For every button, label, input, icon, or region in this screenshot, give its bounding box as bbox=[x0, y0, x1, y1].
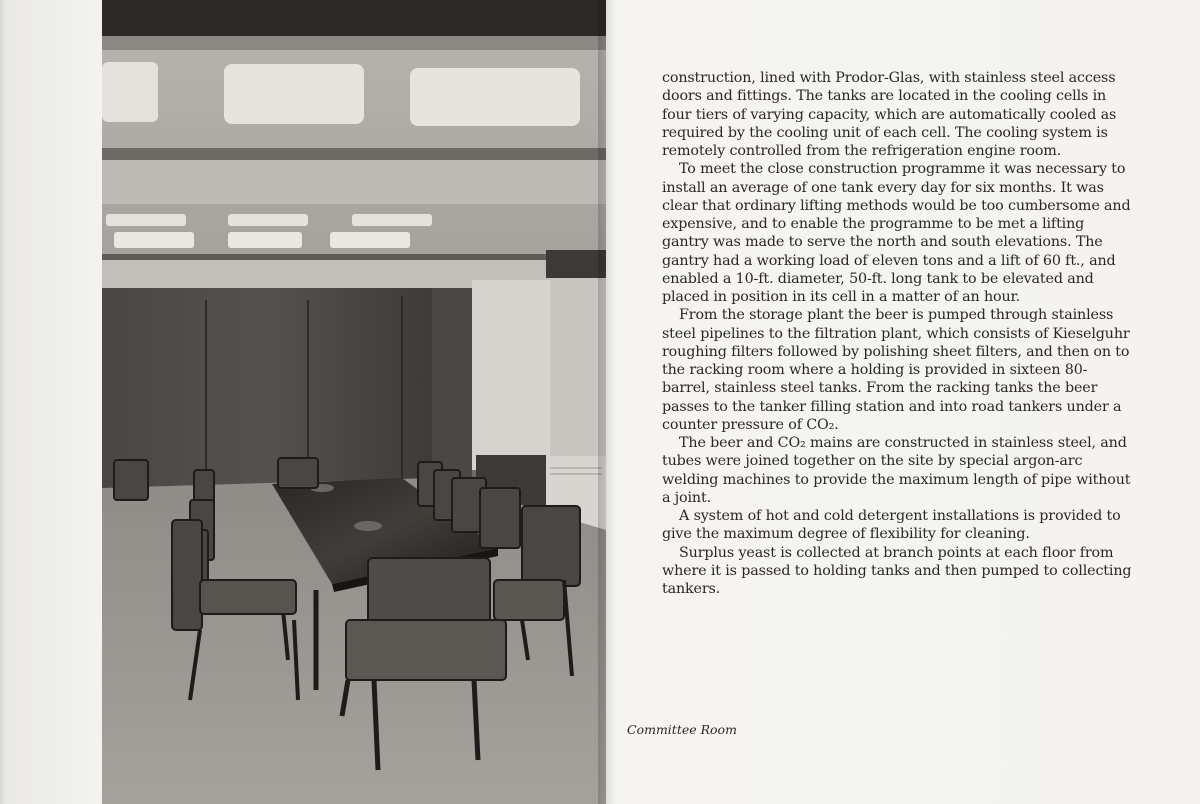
paragraph-filtration: From the storage plant the beer is pumped through stainless steel pipelines to the filtration plant, which consists of Kieselguhr roughing filters followed by polishing sheet filters, and then on to the racking room where a holding is provided in sixteen 80-barrel, stainless steel tanks. From the racking tanks the beer passes to the tanker filling station and into road tankers under a counter pressure of CO₂. bbox=[662, 307, 1130, 433]
paragraph-tanks: construction, lined with Prodor-Glas, with stainless steel access doors and fittings. The tanks are located in the cooling cells in four tiers of varying capacity, which are automatically cooled as required by the cooling unit of each cell. The cooling system is remotely controlled from the refrigeration engine room. bbox=[662, 70, 1117, 159]
paragraph-detergent: A system of hot and cold detergent installations is provided to give the maximum degree of flexibility for cleaning. bbox=[662, 508, 1121, 543]
gutter-shadow bbox=[598, 0, 616, 804]
page-edge-shadow bbox=[0, 0, 6, 804]
committee-room-photo bbox=[102, 0, 606, 804]
paragraph-yeast: Surplus yeast is collected at branch points at each floor from where it is passed to holding tanks and then pumped to collecting tankers. bbox=[662, 544, 1132, 597]
article-body bbox=[662, 69, 1132, 598]
paragraph-mains: The beer and CO₂ mains are constructed in stainless steel, and tubes were joined together on the site by special argon-arc welding machines to provide the maximum length of pipe without a joint. bbox=[662, 435, 1131, 506]
photo-caption: Committee Room bbox=[627, 722, 737, 737]
paragraph-gantry: To meet the close construction programme it was necessary to install an average of one tank every day for six months. It was clear that ordinary lifting methods would be too cumbersome and expensive, and to enable the programme to be met a lifting gantry was made to serve the north and south elevations. The gantry had a working load of eleven tons and a lift of 60 ft., and enabled a 10-ft. diameter, 50-ft. long tank to be elevated and placed in position in its cell in a matter of an hour. bbox=[662, 161, 1131, 305]
